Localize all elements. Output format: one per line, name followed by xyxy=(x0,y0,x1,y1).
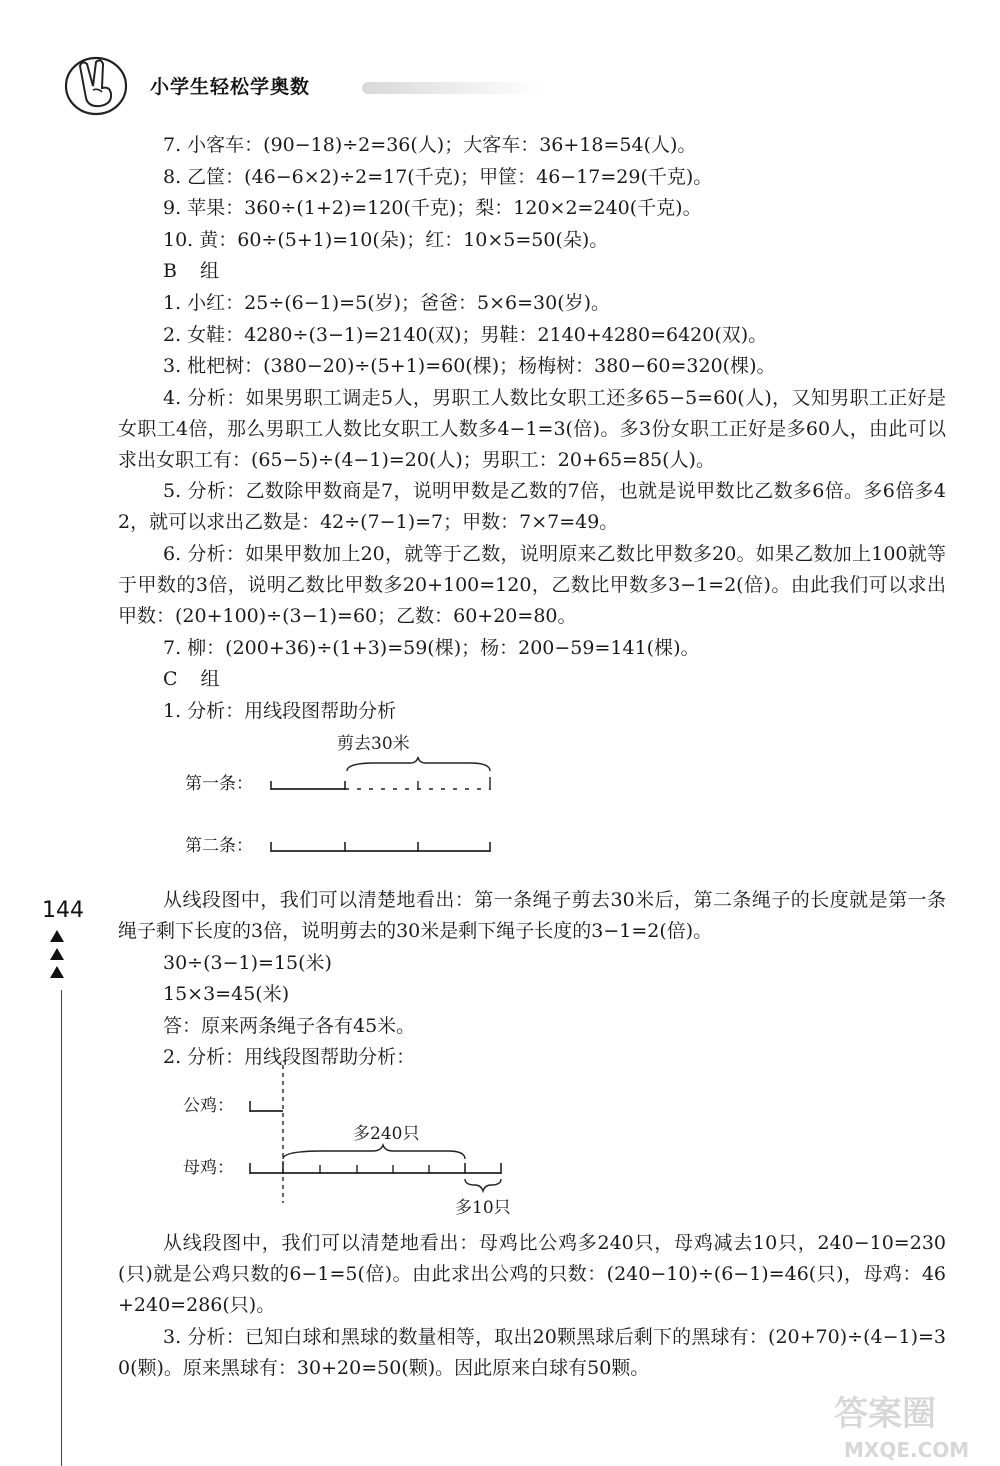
triangle-icon xyxy=(50,930,64,942)
c2-c3-explanation xyxy=(118,1228,946,1384)
answer-content xyxy=(118,130,946,727)
c1-calc-2: 15×3=45(米) xyxy=(163,983,290,1006)
victory-hand-logo xyxy=(62,52,130,116)
more-10-label: 多10只 xyxy=(455,1198,511,1218)
cut-brace xyxy=(347,757,490,771)
answer-b2: 2. 女鞋：4280÷(3−1)=2140(双)；男鞋：2140+4280=6420(双)。 xyxy=(163,323,768,346)
answer-a10: 10. 黄：60÷(5+1)=10(朵)；红：10×5=50(朵)。 xyxy=(163,228,609,251)
answer-a7: 7. 小客车：(90−18)÷2=36(人)；大客车：36+18=54(人)。 xyxy=(163,134,697,156)
c2-intro: 2. 分析：用线段图帮助分析： xyxy=(163,1046,416,1069)
cut-30m-label: 剪去30米 xyxy=(337,734,410,754)
c1-answer: 答：原来两条绳子各有45米。 xyxy=(163,1014,416,1037)
book-title: 小学生轻松学奥数 xyxy=(150,76,311,98)
triangle-icon xyxy=(50,948,64,960)
c1-explanation xyxy=(118,885,946,1074)
margin-rule xyxy=(61,990,62,1466)
triangle-icon xyxy=(50,966,64,978)
answer-a9: 9. 苹果：360÷(1+2)=120(千克)；梨：120×2=240(千克)。 xyxy=(163,197,702,220)
rope2-label: 第二条： xyxy=(185,836,253,856)
watermark-text-2: MXQE.COM xyxy=(844,1438,970,1462)
answer-b4: 4. 分析：如果男职工调走5人，男职工人数比女职工还多65−5=60(人)，又知男职工正好是女职工4倍，那么男职工人数比女职工人数多4−1=3(倍)。多3份女职工正好是多60人，由此可以求出女职工有：(65−5)÷(4−1)=20(人)；男职工：20+65=85(人)。 xyxy=(118,386,946,471)
answer-b7: 7. 柳：(200+36)÷(1+3)=59(棵)；杨：200−59=141(棵)。 xyxy=(163,636,700,659)
answer-b3: 3. 枇杷树：(380−20)÷(5+1)=60(棵)；杨梅树：380−60=320(棵)。 xyxy=(163,355,776,378)
page-header xyxy=(62,52,542,122)
more-240-brace xyxy=(283,1145,465,1159)
more-240-label: 多240只 xyxy=(353,1124,420,1144)
answer-b5: 5. 分析：乙数除甲数商是7，说明甲数是乙数的7倍，也就是说甲数比乙数多6倍。多6倍多42，就可以求出乙数是：42÷(7−1)=7；甲数：7×7=49。 xyxy=(118,480,946,534)
rooster-label: 公鸡： xyxy=(183,1096,234,1116)
answer-b1: 1. 小红：25÷(6−1)=5(岁)；爸爸：5×6=30(岁)。 xyxy=(163,291,611,314)
header-decoration xyxy=(362,82,542,94)
more-10-brace xyxy=(465,1179,501,1191)
chicken-segment-diagram xyxy=(183,1063,553,1223)
c3-paragraph: 3. 分析：已知白球和黑球的数量相等，取出20颗黑球后剩下的黑球有：(20+70)÷(4−1)=30(颗)。原来黑球有：30+20=50(颗)。因此原来白球有50颗。 xyxy=(118,1325,946,1379)
rope1-label: 第一条： xyxy=(185,774,253,794)
answer-b6: 6. 分析：如果甲数加上20，就等于乙数，说明原来乙数比甲数多20。如果乙数加上100就等于甲数的3倍，说明乙数比甲数多20+100=120，乙数比甲数多3−1=2(倍)。由此我们可以求出甲数：(20+100)÷(3−1)=60；乙数：60+20=80。 xyxy=(118,542,946,627)
group-c-heading: C 组 xyxy=(163,668,222,691)
page-number: 144 xyxy=(42,898,84,923)
rope-segment-diagram xyxy=(185,733,515,858)
group-b-heading: B 组 xyxy=(163,260,221,283)
c1-paragraph: 从线段图中，我们可以清楚地看出：第一条绳子剪去30米后，第二条绳子的长度就是第一条绳子剩下长度的3倍，说明剪去的30米是剩下绳子长度的3−1=2(倍)。 xyxy=(118,889,946,942)
answer-a8: 8. 乙筐：(46−6×2)÷2=17(千克)；甲筐：46−17=29(千克)。 xyxy=(163,165,713,188)
answer-c1-intro: 1. 分析：用线段图帮助分析 xyxy=(163,699,397,722)
watermark-text-1: 答案圈 xyxy=(834,1394,936,1434)
c1-calc-1: 30÷(3−1)=15(米) xyxy=(163,951,332,974)
hen-label: 母鸡： xyxy=(183,1158,234,1178)
watermark-logo xyxy=(830,1385,990,1465)
c2-paragraph: 从线段图中，我们可以清楚地看出：母鸡比公鸡多240只，母鸡减去10只，240−10=230(只)就是公鸡只数的6−1=5(倍)。由此求出公鸡的只数：(240−10)÷(6−1)=46(只)，母鸡：46+240=286(只)。 xyxy=(118,1232,946,1316)
page-marker-triangles xyxy=(50,930,70,984)
